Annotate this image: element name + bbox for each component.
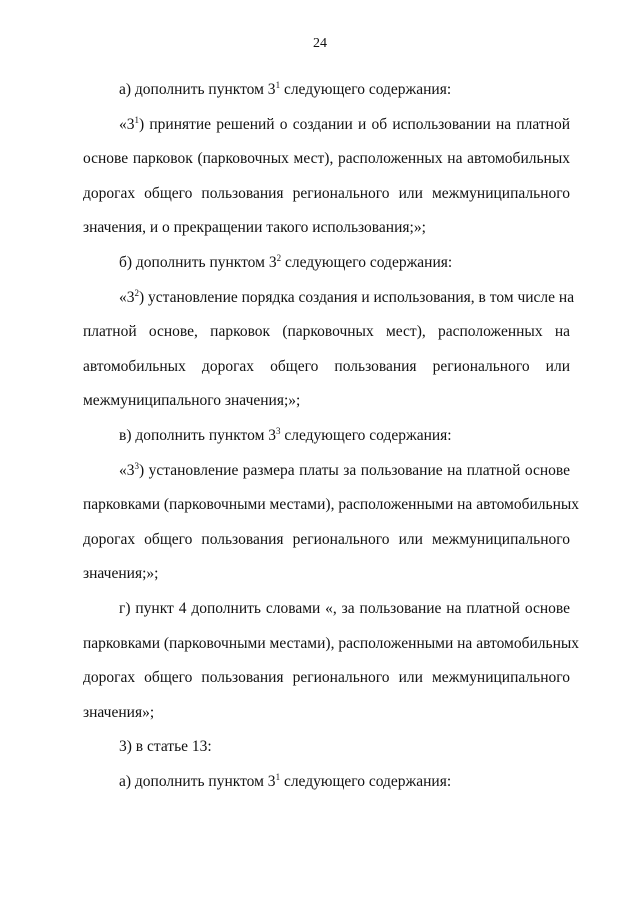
text-segment: следующего содержания: [280,81,452,98]
superscript-index: 1 [275,771,281,782]
text-segment: автомобильных дорогах общего пользования регионального или [83,357,570,375]
text-line [83,357,570,392]
text-segment: «3 [119,461,135,479]
text-segment: а) дополнить пунктом 3 [119,772,276,790]
text-line [83,772,570,807]
text-line [83,599,570,634]
text-segment: значения»; [83,703,155,721]
text-segment: а) дополнить пунктом 3 [119,81,276,98]
text-segment: дорогах общего пользования регионального или межмуниципального [83,184,570,202]
text-line [83,218,570,253]
text-line [83,495,580,530]
text-segment: парковками (парковочными местами), расположенными на автомобильных [83,496,580,514]
text-segment: парковками (парковочными местами), расположенными на автомобильных [83,634,580,652]
text-line [83,564,570,599]
text-segment: платной основе, парковок (парковочных мест), расположенных на [83,323,570,341]
text-segment: следующего содержания: [280,772,452,790]
superscript-index: 1 [134,114,139,125]
text-segment: основе парковок (парковочных мест), расположенных на автомобильных [83,150,570,168]
text-segment: ) установление размера платы за пользование на платной основе [139,461,570,479]
text-segment: 3) в статье 13: [119,738,212,756]
superscript-index: 2 [276,252,282,263]
text-line [83,634,580,669]
text-segment: в) дополнить пунктом 3 [119,426,276,444]
text-line [83,149,570,184]
text-segment: ) установление порядка создания и использования, в том числе на [139,288,575,306]
superscript-index: 2 [134,287,139,298]
text-line [83,703,570,738]
text-segment: значения;»; [83,565,159,583]
text-segment: б) дополнить пунктом 3 [119,253,277,271]
text-segment: дорогах общего пользования регионального или межмуниципального [83,669,570,687]
text-segment: г) пункт 4 дополнить словами «, за пользование на платной основе [119,599,570,617]
text-line [83,287,575,323]
text-line [83,461,570,496]
text-line [83,322,570,357]
text-line [83,530,570,565]
text-segment: «3 [119,288,135,306]
text-line [83,391,570,426]
text-line [83,115,570,150]
text-line [83,668,570,703]
page-number: 24 [313,36,327,51]
text-segment: значения, и о прекращении такого использования;»; [83,219,426,237]
text-line [83,737,570,772]
text-segment: следующего содержания: [280,426,452,444]
document-body [83,80,580,806]
superscript-index: 3 [134,460,139,471]
superscript-index: 3 [276,425,281,436]
text-segment: ) принятие решений о создании и об использовании на платной [139,115,570,133]
text-line [83,184,570,219]
text-line [83,253,570,288]
text-segment: следующего содержания: [281,253,453,271]
superscript-index: 1 [275,80,281,90]
text-segment: «3 [119,115,135,133]
text-segment: межмуниципального значения;»; [83,392,301,410]
text-line [83,426,570,461]
text-segment: дорогах общего пользования регионального или межмуниципального [83,530,570,548]
text-line [83,80,570,115]
